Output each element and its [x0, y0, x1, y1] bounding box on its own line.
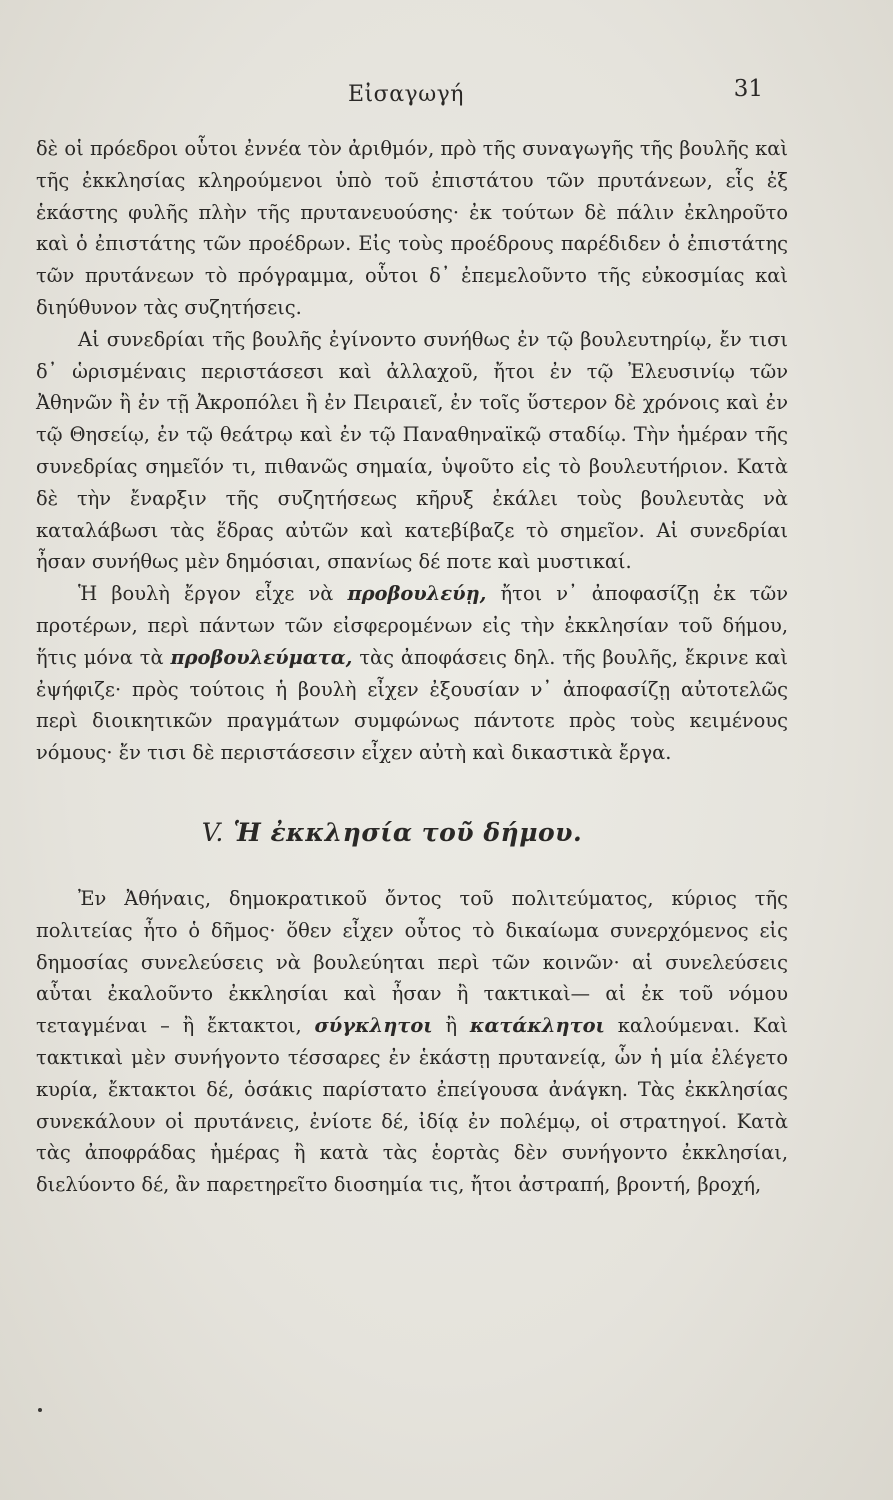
paragraph-text: ἤτοι ν᾽ ἀποφασίζῃ ἐκ τῶν προτέρων, περὶ πάντων τῶν εἰσφερομένων εἰς τὴν ἐκκλησίαν τοῦ δήμου, ἥτις μόνα τὰ [36, 582, 788, 669]
term-synkletoi: σύγκλητοι [314, 1014, 433, 1038]
term-katakletoi: κατάκλητοι [469, 1014, 605, 1038]
paragraph-text: καλούμεναι. Καὶ τακτικαὶ μὲν συνήγοντο τέσσαρες ἐν ἑκάστῃ πρυτανείᾳ, ὧν ἡ μία ἐλέγετο κυρία, ἔκτακτοι δέ, ὁσάκις παρίστατο ἐπείγουσα ἀνάγκη. Τὰς ἐκκλησίας συνεκάλουν οἱ πρυτάνεις, ἐνίοτε δέ, ἰδίᾳ ἐν πολέμῳ, οἱ στρατηγοί. Κατὰ τὰς ἀποφράδας ἡμέρας ἢ κατὰ τὰς ἑορτὰς δὲν συνήγοντο ἐκκλησίαι, διελύοντο δέ, ἂν παρετηρεῖτο διοσημία τις, ἤτοι ἀστραπή, βροντή, βροχή, [36, 1014, 789, 1197]
paragraph-text: ἢ [432, 1014, 470, 1038]
section-title: Ἡ ἐκκλησία τοῦ δήμου. [233, 817, 583, 847]
term-probouleumata: προβουλεύματα, [170, 645, 353, 669]
running-header [0, 72, 893, 112]
paragraph-text: Αἱ συνεδρίαι τῆς βουλῆς ἐγίνοντο συνήθως ἐν τῷ βουλευτηρίῳ, ἔν τισι δ᾽ ὡρισμέναις περιστάσεσι καὶ ἀλλαχοῦ, ἤτοι ἐν τῷ Ἐλευσινίῳ τῶν Ἀθηνῶν ἢ ἐν τῇ Ἀκροπόλει ἢ ἐν Πειραιεῖ, ἐν τοῖς ὕστερον δὲ χρόνοις καὶ ἐν τῷ Θησείῳ, ἐν τῷ θεάτρῳ καὶ ἐν τῷ Παναθηναϊκῷ σταδίῳ. Τὴν ἡμέραν τῆς συνεδρίας σημεῖόν τι, πιθανῶς σημαία, ὑψοῦτο εἰς τὸ βουλευτήριον. Κατὰ δὲ τὴν ἔναρξιν τῆς συζητήσεως κῆρυξ ἐκάλει τοὺς βουλευτὰς νὰ καταλάβωσι τὰς ἕδρας αὐτῶν καὶ κατεβίβαζε τὸ σημεῖον. Αἱ συνεδρίαι ἦσαν συνήθως μὲν δημόσιαι, σπανίως δέ ποτε καὶ μυστικαί. [36, 327, 788, 574]
body-text [36, 133, 788, 1201]
term-probouleue: προβουλεύῃ, [347, 582, 487, 606]
paragraph-text: Ἡ βουλὴ ἔργον εἶχε νὰ [78, 582, 348, 606]
paragraph-text: Ἐν Ἀθήναις, δημοκρατικοῦ ὄντος τοῦ πολιτεύματος, κύριος τῆς πολιτείας ἦτο ὁ δῆμος· ὅθεν εἶχεν οὗτος τὸ δικαίωμα συνερχόμενος εἰς δημοσίας συνελεύσεις νὰ βουλεύηται περὶ τῶν κοινῶν· αἱ συνελεύσεις αὗται ἐκαλοῦντο ἐκκλησίαι καὶ ἦσαν ἢ τακτικαὶ— αἱ ἐκ τοῦ νόμου τεταγμέναι – ἢ ἔκτακτοι, [36, 886, 788, 1038]
section-heading [36, 817, 788, 849]
section-numeral: V. [201, 817, 224, 847]
page-number: 31 [733, 76, 763, 102]
paragraph-sessions [36, 324, 788, 578]
running-title: Εἰσαγωγή [348, 82, 464, 107]
paragraph-ekklesia [36, 883, 788, 1201]
paragraph-text: τὰς ἀποφάσεις δηλ. τῆς βουλῆς, ἔκρινε καὶ ἐψήφιζε· πρὸς τούτοις ἡ βουλὴ εἶχεν ἐξουσίαν ν᾽ ἀποφασίζῃ αὐτοτελῶς περὶ διοικητικῶν πραγμάτων συμφώνως πάντοτε πρὸς τοὺς κειμένους νόμους· ἔν τισι δὲ περιστάσεσιν εἶχεν αὐτὴ καὶ δικαστικὰ ἔργα. [36, 645, 788, 765]
paragraph-text: δὲ οἱ πρόεδροι οὗτοι ἐννέα τὸν ἀριθμόν, πρὸ τῆς συναγωγῆς τῆς βουλῆς καὶ τῆς ἐκκλησίας κληρούμενοι ὑπὸ τοῦ ἐπιστάτου τῶν πρυτάνεων, εἷς ἐξ ἑκάστης φυλῆς πλὴν τῆς πρυτανευούσης· ἐκ τούτων δὲ πάλιν ἐκληροῦτο καὶ ὁ ἐπιστάτης τῶν προέδρων. Εἰς τοὺς προέδρους παρέδιδεν ὁ ἐπιστάτης τῶν πρυτάνεων τὸ πρόγραμμα, οὗτοι δ᾽ ἐπεμελοῦντο τῆς εὐκοσμίας καὶ διηύθυνον τὰς συζητήσεις. [36, 137, 788, 319]
paragraph-boule-duties [36, 578, 788, 769]
paragraph-prytaneis [36, 133, 788, 324]
ink-speck [38, 1408, 42, 1412]
